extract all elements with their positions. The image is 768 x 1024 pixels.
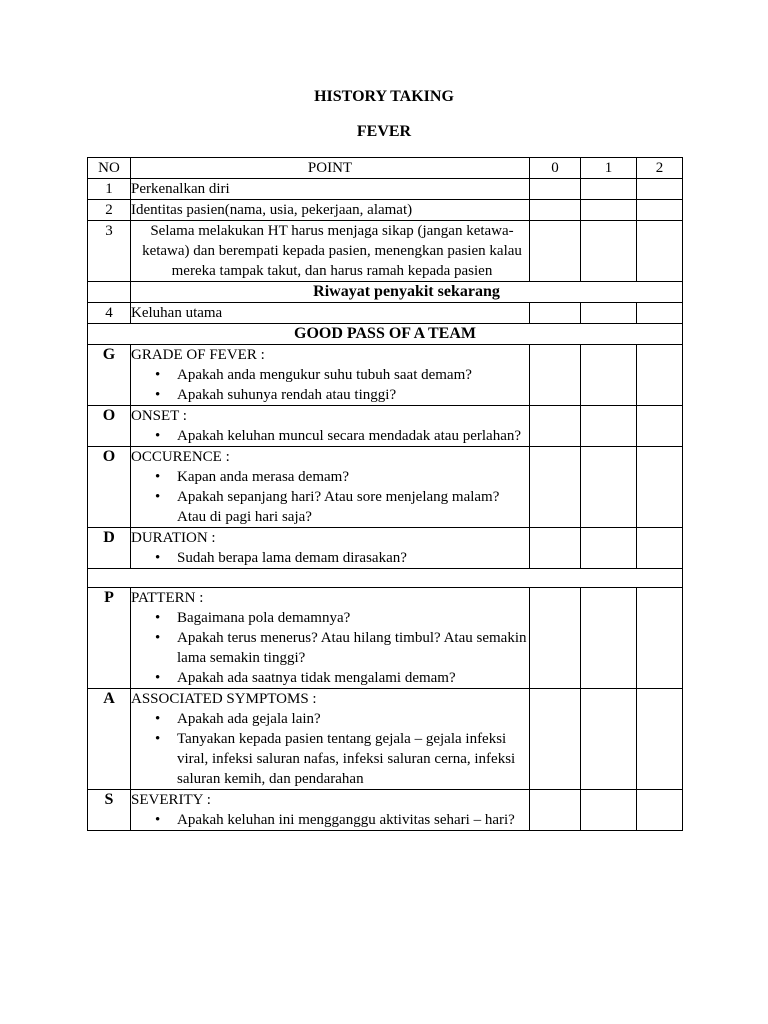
- mnemonic-letter: P: [88, 588, 131, 689]
- score-cell-2[interactable]: [637, 200, 683, 221]
- score-cell-1[interactable]: [581, 447, 637, 528]
- header-score-0: 0: [530, 158, 581, 179]
- mnemonic-letter: A: [88, 689, 131, 790]
- table-row: [88, 200, 683, 221]
- score-cell-1[interactable]: [581, 200, 637, 221]
- table-row: [88, 303, 683, 324]
- score-cell-1[interactable]: [581, 179, 637, 200]
- score-cell-0[interactable]: [530, 303, 581, 324]
- question-item: • Apakah anda mengukur suhu tubuh saat demam?: [177, 365, 529, 385]
- mnemonic-letter: O: [88, 406, 131, 447]
- question-item: • Apakah keluhan muncul secara mendadak atau perlahan?: [177, 426, 529, 446]
- mnemonic-heading: PATTERN :: [131, 590, 204, 606]
- question-list: [131, 365, 529, 405]
- row-number: 1: [88, 179, 131, 200]
- mnemonic-letter: O: [88, 447, 131, 528]
- score-cell-0[interactable]: [530, 447, 581, 528]
- mnemonic-letter: D: [88, 528, 131, 569]
- score-cell-0[interactable]: [530, 790, 581, 831]
- score-cell-1[interactable]: [581, 588, 637, 689]
- mnemonic-heading: ONSET :: [131, 408, 187, 424]
- row-number: 4: [88, 303, 131, 324]
- mnemonic-heading: OCCURENCE :: [131, 449, 230, 465]
- score-cell-2[interactable]: [637, 345, 683, 406]
- score-cell-1[interactable]: [581, 345, 637, 406]
- table-row: [88, 221, 683, 282]
- mnemonic-row: [88, 689, 683, 790]
- score-cell-2[interactable]: [637, 790, 683, 831]
- section-spacer: [88, 282, 131, 303]
- score-cell-1[interactable]: [581, 528, 637, 569]
- mnemonic-letter: G: [88, 345, 131, 406]
- mnemonic-content: [131, 528, 530, 569]
- mnemonic-row: [88, 345, 683, 406]
- mnemonic-content: [131, 689, 530, 790]
- row-point: Selama melakukan HT harus menjaga sikap (jangan ketawa-ketawa) dan berempati kepada pasien, menengkan pasien kalau mereka tampak takut, dan harus ramah kepada pasien: [131, 221, 530, 282]
- score-cell-2[interactable]: [637, 179, 683, 200]
- mnemonic-heading: ASSOCIATED SYMPTOMS :: [131, 691, 317, 707]
- question-list: [131, 426, 529, 446]
- mnemonic-heading: SEVERITY :: [131, 792, 211, 808]
- row-point: Identitas pasien(nama, usia, pekerjaan, alamat): [131, 200, 530, 221]
- header-no: NO: [88, 158, 131, 179]
- question-item: • Bagaimana pola demamnya?: [177, 608, 529, 628]
- question-list: [131, 548, 529, 568]
- question-list: [131, 608, 529, 688]
- section-row: [88, 324, 683, 345]
- question-item: • Tanyakan kepada pasien tentang gejala – gejala infeksi viral, infeksi saluran nafas, infeksi saluran cerna, infeksi saluran kemih, dan pendarahan: [177, 729, 529, 789]
- score-cell-1[interactable]: [581, 221, 637, 282]
- row-point: Keluhan utama: [131, 303, 530, 324]
- header-score-2: 2: [637, 158, 683, 179]
- blank-row: [88, 569, 683, 588]
- mnemonic-content: [131, 588, 530, 689]
- row-number: 3: [88, 221, 131, 282]
- score-cell-0[interactable]: [530, 588, 581, 689]
- mnemonic-heading: DURATION :: [131, 530, 216, 546]
- document-subtitle: FEVER: [356, 123, 412, 140]
- score-cell-1[interactable]: [581, 303, 637, 324]
- mnemonic-heading: GRADE OF FEVER :: [131, 347, 265, 363]
- score-cell-2[interactable]: [637, 303, 683, 324]
- score-cell-0[interactable]: [530, 200, 581, 221]
- score-cell-1[interactable]: [581, 790, 637, 831]
- score-cell-0[interactable]: [530, 221, 581, 282]
- mnemonic-content: [131, 447, 530, 528]
- question-item: • Apakah suhunya rendah atau tinggi?: [177, 385, 529, 405]
- mnemonic-content: [131, 406, 530, 447]
- section-row: [88, 282, 683, 303]
- score-cell-2[interactable]: [637, 588, 683, 689]
- question-item: • Apakah sepanjang hari? Atau sore menjelang malam? Atau di pagi hari saja?: [177, 487, 529, 527]
- score-cell-0[interactable]: [530, 345, 581, 406]
- score-cell-0[interactable]: [530, 179, 581, 200]
- question-list: [131, 810, 529, 830]
- checklist-table: [87, 157, 683, 831]
- mnemonic-row: [88, 528, 683, 569]
- question-list: [131, 467, 529, 527]
- spacer-row: [88, 569, 683, 588]
- mnemonic-row: [88, 790, 683, 831]
- question-item: • Kapan anda merasa demam?: [177, 467, 529, 487]
- question-list: [131, 709, 529, 789]
- score-cell-0[interactable]: [530, 528, 581, 569]
- score-cell-0[interactable]: [530, 689, 581, 790]
- section-heading-riwayat: Riwayat penyakit sekarang: [131, 282, 683, 303]
- mnemonic-row: [88, 406, 683, 447]
- question-item: • Apakah keluhan ini mengganggu aktivitas sehari – hari?: [177, 810, 529, 830]
- document-title: HISTORY TAKING: [314, 88, 454, 105]
- score-cell-2[interactable]: [637, 221, 683, 282]
- question-item: • Apakah terus menerus? Atau hilang timbul? Atau semakin lama semakin tinggi?: [177, 628, 529, 668]
- header-row: [88, 158, 683, 179]
- section-heading-good-pass: GOOD PASS OF A TEAM: [88, 324, 683, 345]
- score-cell-2[interactable]: [637, 689, 683, 790]
- score-cell-0[interactable]: [530, 406, 581, 447]
- score-cell-2[interactable]: [637, 406, 683, 447]
- mnemonic-row: [88, 447, 683, 528]
- header-point: POINT: [131, 158, 530, 179]
- score-cell-1[interactable]: [581, 406, 637, 447]
- mnemonic-content: [131, 790, 530, 831]
- mnemonic-row: [88, 588, 683, 689]
- score-cell-2[interactable]: [637, 447, 683, 528]
- question-item: • Apakah ada gejala lain?: [177, 709, 529, 729]
- mnemonic-content: [131, 345, 530, 406]
- table-row: [88, 179, 683, 200]
- question-item: • Apakah ada saatnya tidak mengalami demam?: [177, 668, 529, 688]
- row-number: 2: [88, 200, 131, 221]
- score-cell-1[interactable]: [581, 689, 637, 790]
- mnemonic-letter: S: [88, 790, 131, 831]
- question-item: • Sudah berapa lama demam dirasakan?: [177, 548, 529, 568]
- score-cell-2[interactable]: [637, 528, 683, 569]
- header-score-1: 1: [581, 158, 637, 179]
- row-point: Perkenalkan diri: [131, 179, 530, 200]
